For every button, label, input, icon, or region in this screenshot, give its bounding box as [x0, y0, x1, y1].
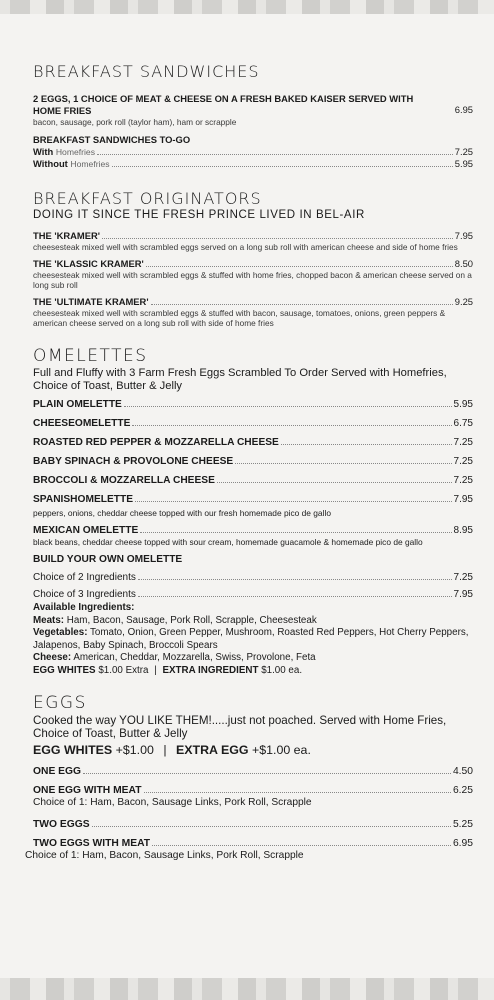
menu-item — [33, 455, 473, 468]
menu-item — [33, 837, 473, 850]
item-name: ONE EGG WITH MEAT — [33, 784, 142, 796]
ingredient-label: Cheese: — [33, 652, 72, 664]
item-price: 5.95 — [454, 157, 473, 169]
dot-leader — [217, 482, 452, 483]
menu-item — [33, 258, 473, 290]
item-price: 7.95 — [454, 229, 473, 241]
dot-leader — [135, 501, 452, 502]
item-name: CHEESEOMELETTE — [33, 417, 131, 429]
dot-leader — [152, 845, 451, 846]
item-name: ONE EGG — [33, 765, 82, 777]
item-name: SPANISHOMELETTE — [33, 493, 133, 505]
menu-item — [33, 230, 473, 252]
menu-page — [25, 62, 473, 862]
menu-item — [33, 417, 473, 430]
item-price: 7.25 — [453, 436, 473, 448]
meat-choice: Choice of 1: Ham, Bacon, Sausage Links, Pork Roll, Scrapple — [33, 796, 312, 808]
ingredient-list: Tomato, Onion, Green Pepper, Mushroom, Roasted Red Peppers, Hot Cherry Peppers, Jalapenos, Baby Spinach, Broccoli Spears — [33, 627, 469, 651]
ingredient-list: Ham, Bacon, Sausage, Pork Roll, Scrapple, Cheesesteak — [66, 614, 317, 626]
item-price: 7.95 — [453, 493, 473, 505]
section-title: OMELETTES — [33, 345, 148, 366]
item-name: MEXICAN OMELETTE — [33, 525, 139, 537]
dot-leader — [281, 444, 452, 445]
build-option — [33, 589, 473, 601]
menu-item — [33, 436, 473, 449]
item-name: ROASTED RED PEPPER & MOZZARELLA CHEESE — [33, 436, 279, 448]
item-description: cheesesteak mixed well with scrambled eggs & stuffed with bacon, sausage, tomatoes, onions, green peppers & american cheese served on a long sub roll with side of home fries — [33, 307, 446, 328]
available-ingredients — [33, 602, 473, 677]
item-name: THE 'KRAMER' — [33, 229, 100, 241]
section-intro: Full and Fluffy with 3 Farm Fresh Eggs Scrambled To Order Served with Homefries, Choice of Toast, Butter & Jelly — [33, 366, 447, 392]
dot-leader — [144, 792, 451, 793]
sandwich-meat-options: bacon, sausage, pork roll (taylor ham), ham or scrapple — [33, 117, 237, 127]
top-edge — [0, 0, 494, 14]
item-description: peppers, onions, cheddar cheese topped with our fresh homemade pico de gallo — [33, 507, 331, 518]
section-subtitle: DOING IT SINCE THE FRESH PRINCE LIVED IN BEL-AIR — [33, 208, 365, 221]
togo-title: BREAKFAST SANDWICHES TO-GO — [33, 134, 191, 145]
dot-leader — [138, 579, 452, 580]
ingredient-group — [33, 615, 473, 627]
item-price: 8.95 — [453, 525, 473, 537]
ingredient-group — [33, 627, 473, 652]
menu-item — [33, 146, 473, 158]
dot-leader — [83, 773, 451, 774]
section-title: BREAKFAST SANDWICHES — [33, 62, 260, 81]
menu-item — [33, 818, 473, 831]
sandwich-price: 6.95 — [454, 104, 473, 115]
menu-item — [33, 158, 473, 170]
item-name: THE 'KLASSIC KRAMER' — [33, 257, 144, 269]
item-description: cheesesteak mixed well with scrambled eggs & stuffed with home fries, chopped bacon & american cheese served on a long sub roll — [33, 269, 472, 290]
ingredient-group — [33, 652, 473, 664]
item-price: 5.25 — [452, 818, 473, 830]
item-price: 9.25 — [454, 295, 473, 307]
dot-leader — [112, 166, 453, 167]
item-price: 8.50 — [454, 257, 473, 269]
menu-item — [33, 493, 473, 506]
item-price: 6.75 — [453, 417, 473, 429]
ingredient-label: Meats: — [33, 614, 65, 626]
sandwich-description: 2 EGGS, 1 CHOICE OF MEAT & CHEESE ON A FRESH BAKED KAISER SERVED WITH HOME FRIES — [33, 93, 414, 116]
dot-leader — [138, 596, 452, 597]
egg-extras: EGG WHITES +$1.00 | EXTRA EGG +$1.00 ea. — [33, 742, 311, 757]
item-suffix: Homefries — [70, 158, 110, 169]
item-price: 4.50 — [452, 765, 473, 777]
item-name: TWO EGGS WITH MEAT — [33, 837, 151, 849]
menu-item — [33, 296, 473, 328]
item-suffix: Homefries — [55, 146, 96, 157]
item-name: THE 'ULTIMATE KRAMER' — [33, 295, 149, 307]
option-name: Choice of 2 Ingredients — [33, 571, 136, 583]
menu-item — [33, 524, 473, 537]
dot-leader — [140, 532, 451, 533]
menu-item — [33, 474, 473, 487]
section-title: BREAKFAST ORIGINATORS — [33, 188, 262, 208]
dot-leader — [102, 238, 453, 239]
build-option — [33, 572, 473, 584]
bottom-edge — [0, 978, 494, 1000]
item-price: 6.95 — [452, 837, 473, 849]
available-title: Available Ingredients: — [33, 602, 135, 614]
dot-leader — [146, 266, 453, 267]
item-price: 6.25 — [452, 784, 473, 796]
ingredient-label: Vegetables: — [33, 627, 88, 639]
item-description: cheesesteak mixed well with scrambled eggs served on a long sub roll with american cheese and side of home fries — [33, 241, 458, 252]
item-price: 7.25 — [453, 474, 473, 486]
dot-leader — [151, 304, 453, 305]
omelettes-section — [33, 346, 473, 678]
item-name: BROCCOLI & MOZZARELLA CHEESE — [33, 474, 215, 486]
dot-leader — [235, 463, 451, 464]
dot-leader — [92, 826, 451, 827]
item-description: black beans, cheddar cheese topped with sour cream, homemade guacamole & homemade pico de gallo — [33, 537, 423, 548]
dot-leader — [124, 406, 452, 407]
item-price: 7.25 — [454, 145, 473, 157]
eggs-section — [25, 692, 473, 862]
section-intro: Cooked the way YOU LIKE THEM!.....just not poached. Served with Home Fries, Choice of Toast, Butter & Jelly — [33, 713, 447, 741]
item-name: Without — [33, 157, 68, 169]
option-name: Choice of 3 Ingredients — [33, 588, 136, 600]
dot-leader — [97, 154, 453, 155]
menu-item — [33, 765, 473, 778]
menu-item — [33, 784, 473, 797]
item-name: TWO EGGS — [33, 818, 90, 830]
item-name: BABY SPINACH & PROVOLONE CHEESE — [33, 455, 234, 467]
meat-choice: Choice of 1: Ham, Bacon, Sausage Links, Pork Roll, Scrapple — [25, 849, 304, 861]
omelette-extras: EGG WHITES $1.00 Extra | EXTRA INGREDIENT $1.00 ea. — [33, 665, 303, 677]
ingredient-list: American, Cheddar, Mozzarella, Swiss, Provolone, Feta — [73, 652, 316, 664]
item-name: PLAIN OMELETTE — [33, 399, 122, 410]
option-price: 7.95 — [453, 588, 473, 600]
option-price: 7.25 — [453, 571, 473, 583]
dot-leader — [132, 425, 451, 426]
item-name: With — [33, 145, 54, 157]
menu-item — [33, 398, 473, 411]
breakfast-sandwiches-section — [33, 62, 473, 170]
item-price: 7.25 — [453, 455, 473, 467]
section-title: EGGS — [33, 692, 87, 713]
item-price: 5.95 — [453, 399, 473, 410]
build-your-own-title: BUILD YOUR OWN OMELETTE — [33, 554, 183, 566]
breakfast-originators-section — [33, 189, 473, 328]
